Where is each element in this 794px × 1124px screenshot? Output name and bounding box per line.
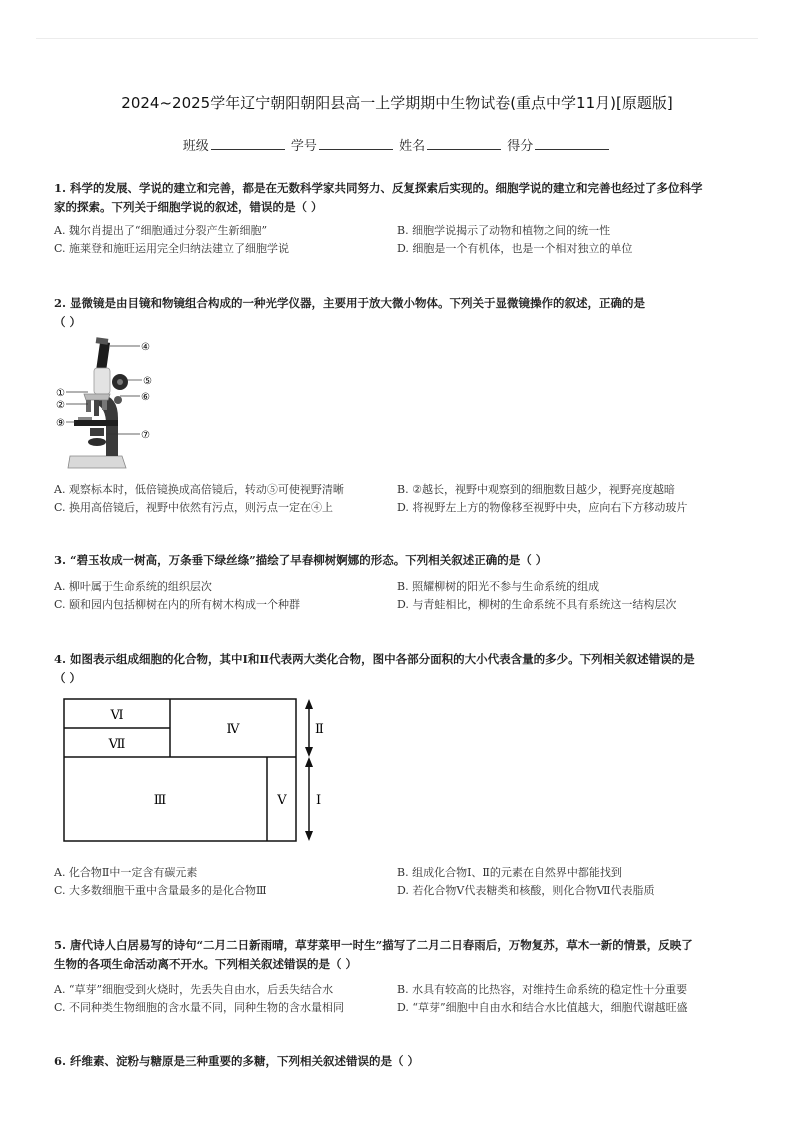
q5-option-d[interactable]: D. “草芽”细胞中自由水和结合水比值越大，细胞代谢越旺盛 bbox=[397, 1001, 688, 1014]
question-2-stem bbox=[54, 294, 744, 332]
q3-option-b[interactable]: B. 照耀柳树的阳光不参与生命系统的组成 bbox=[397, 580, 600, 593]
question-line: 生物的各项生命活动离不开水。下列相关叙述错误的是（ ） bbox=[54, 957, 358, 971]
class-label: 班级 bbox=[182, 139, 209, 154]
q4-option-d[interactable]: D. 若化合物Ⅴ代表糖类和核酸，则化合物Ⅶ代表脂质 bbox=[397, 884, 655, 897]
q3-option-d[interactable]: D. 与青蛙相比，柳树的生命系统不具有系统这一结构层次 bbox=[397, 598, 677, 611]
name-label: 姓名 bbox=[399, 139, 426, 154]
group-II-label: Ⅱ bbox=[315, 722, 324, 737]
question-line: 6. 纤维素、淀粉与糖原是三种重要的多糖，下列相关叙述错误的是（ ） bbox=[54, 1054, 420, 1068]
region-V-label: Ⅴ bbox=[277, 793, 287, 808]
q2-option-c[interactable]: C. 换用高倍镜后，视野中依然有污点，则污点一定在④上 bbox=[54, 501, 334, 514]
label-5: ⑤ bbox=[143, 376, 152, 387]
label-6: ⑥ bbox=[141, 392, 150, 403]
label-2: ② bbox=[56, 400, 65, 411]
q4-option-a[interactable]: A. 化合物Ⅱ中一定含有碳元素 bbox=[54, 866, 198, 879]
q2-option-a[interactable]: A. 观察标本时，低倍镜换成高倍镜后，转动⑤可使视野清晰 bbox=[54, 483, 344, 496]
question-line: （ ） bbox=[54, 671, 82, 685]
group-I-label: Ⅰ bbox=[316, 793, 322, 808]
question-3-stem bbox=[54, 551, 744, 570]
q5-option-a[interactable]: A. “草芽”细胞受到火烧时，先丢失自由水，后丢失结合水 bbox=[54, 983, 334, 996]
region-IV-label: Ⅳ bbox=[226, 722, 240, 737]
microscope-figure bbox=[56, 334, 160, 474]
question-6-stem bbox=[54, 1052, 744, 1071]
question-line: 家的探索。下列关于细胞学说的叙述，错误的是（ ） bbox=[54, 200, 323, 214]
name-blank[interactable] bbox=[427, 137, 501, 150]
q1-option-c[interactable]: C. 施莱登和施旺运用完全归纳法建立了细胞学说 bbox=[54, 242, 290, 255]
q5-option-c[interactable]: C. 不同种类生物细胞的含水量不同，同种生物的含水量相同 bbox=[54, 1001, 345, 1014]
label-7: ⑦ bbox=[141, 430, 150, 441]
q3-option-c[interactable]: C. 颐和园内包括柳树在内的所有树木构成一个种群 bbox=[54, 598, 301, 611]
top-divider bbox=[36, 38, 758, 39]
label-4: ④ bbox=[141, 342, 150, 353]
score-blank[interactable] bbox=[535, 137, 609, 150]
question-5-stem bbox=[54, 936, 744, 974]
question-line: 5. 唐代诗人白居易写的诗句“二月二日新雨晴，草芽菜甲一时生”描写了二月二日春雨后，万物复苏，草木一新的情景，反映了 bbox=[54, 938, 693, 952]
q5-option-b[interactable]: B. 水具有较高的比热容，对维持生命系统的稳定性十分重要 bbox=[397, 983, 688, 996]
label-1: ① bbox=[56, 388, 65, 399]
q4-option-c[interactable]: C. 大多数细胞干重中含量最多的是化合物Ⅲ bbox=[54, 884, 267, 897]
q2-option-b[interactable]: B. ②越长，视野中观察到的细胞数目越少，视野亮度越暗 bbox=[397, 483, 675, 496]
q1-option-b[interactable]: B. 细胞学说揭示了动物和植物之间的统一性 bbox=[397, 224, 611, 237]
question-line: 4. 如图表示组成细胞的化合物，其中Ⅰ和Ⅱ代表两大类化合物，图中各部分面积的大小代表含量的多少。下列相关叙述错误的是 bbox=[54, 652, 695, 666]
region-VII-label: Ⅶ bbox=[108, 737, 126, 752]
q4-option-b[interactable]: B. 组成化合物Ⅰ、Ⅱ的元素在自然界中都能找到 bbox=[397, 866, 622, 879]
question-line: 2. 显微镜是由目镜和物镜组合构成的一种光学仪器，主要用于放大微小物体。下列关于显微镜操作的叙述，正确的是 bbox=[54, 296, 646, 310]
id-label: 学号 bbox=[290, 139, 317, 154]
id-blank[interactable] bbox=[319, 137, 393, 150]
question-4-stem bbox=[54, 650, 744, 688]
q1-option-d[interactable]: D. 细胞是一个有机体，也是一个相对独立的单位 bbox=[397, 242, 633, 255]
question-line: 3. “碧玉妆成一树高，万条垂下绿丝绦”描绘了早春柳树婀娜的形态。下列相关叙述正确的是（ ） bbox=[54, 553, 548, 567]
label-9: ⑨ bbox=[56, 418, 65, 429]
q3-option-a[interactable]: A. 柳叶属于生命系统的组织层次 bbox=[54, 580, 212, 593]
student-info-row bbox=[0, 135, 794, 154]
question-1-stem bbox=[54, 179, 744, 217]
class-blank[interactable] bbox=[211, 137, 285, 150]
compound-area-diagram bbox=[60, 695, 340, 847]
q1-option-a[interactable]: A. 魏尔肖提出了“细胞通过分裂产生新细胞” bbox=[54, 224, 268, 237]
score-label: 得分 bbox=[507, 139, 534, 154]
question-line: （ ） bbox=[54, 315, 82, 329]
page-title: 2024~2025学年辽宁朝阳朝阳县高一上学期期中生物试卷(重点中学11月)[原题版] bbox=[121, 94, 673, 112]
q2-option-d[interactable]: D. 将视野左上方的物像移至视野中央，应向右下方移动玻片 bbox=[397, 501, 688, 514]
region-VI-label: Ⅵ bbox=[110, 708, 124, 723]
region-III-label: Ⅲ bbox=[153, 793, 167, 808]
question-line: 1. 科学的发展、学说的建立和完善，都是在无数科学家共同努力、反复探索后实现的。细胞学说的建立和完善也经过了多位科学 bbox=[54, 181, 703, 195]
